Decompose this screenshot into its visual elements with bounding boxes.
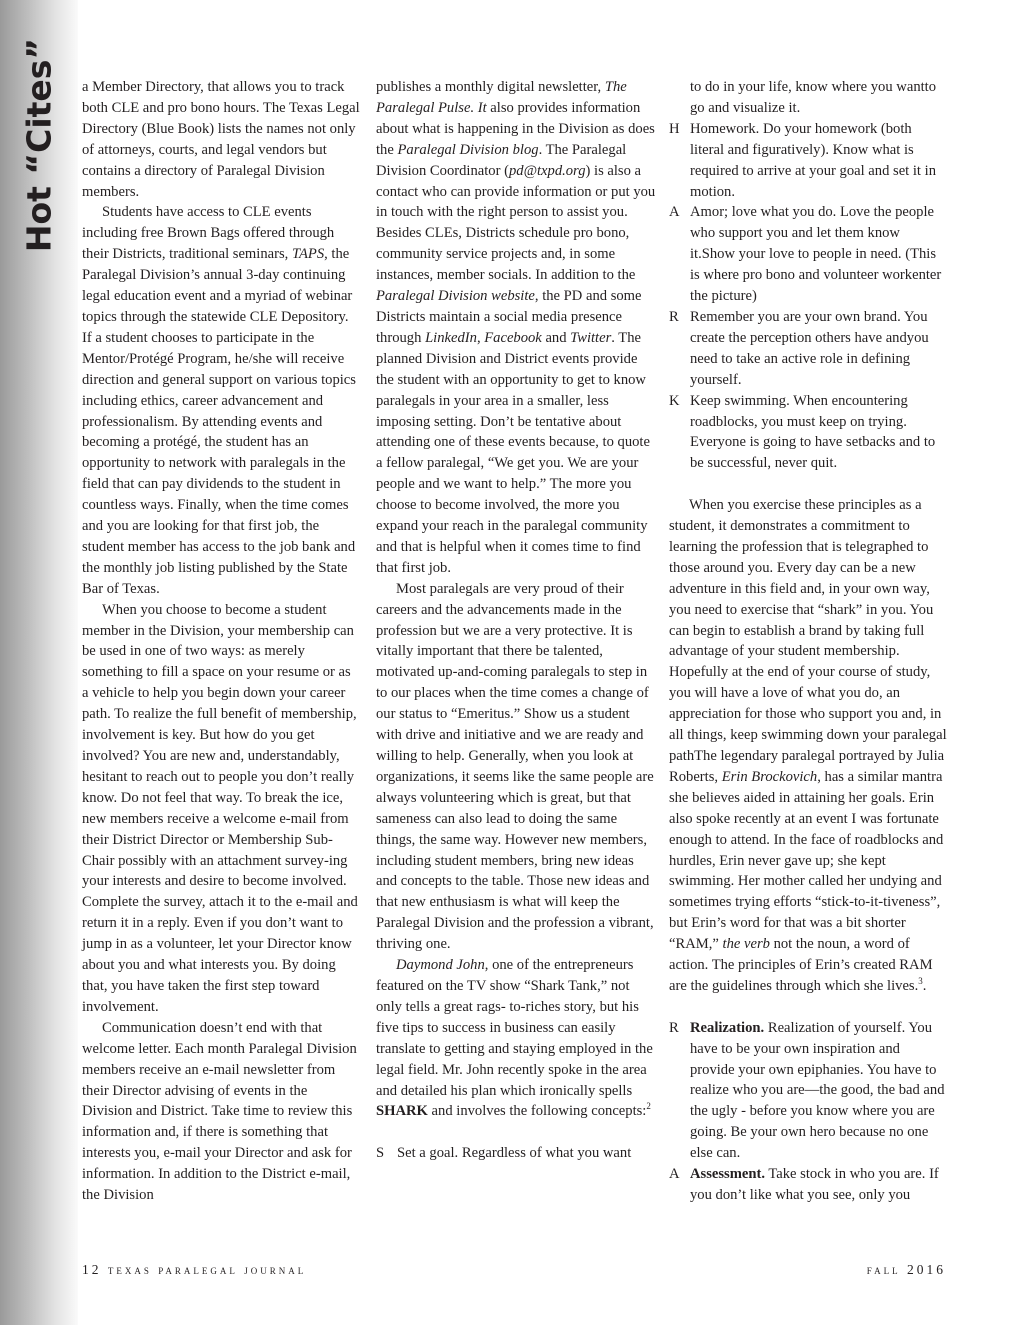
list-item-shark-s: S Set a goal. Regardless of what you want (376, 1145, 632, 1162)
footer-right: fall 2016 (866, 1262, 946, 1277)
list-item-shark-k: K Keep swimming. When encountering roadblocks, you must keep on trying. Everyone is going to have setbacks and to be successful, never quit. (669, 392, 936, 472)
column-3 (669, 77, 947, 1206)
paragraph: Daymond John, one of the entrepreneurs featured on the TV show “Shark Tank,” not only tells a great rags- to-riches story, but his five tips to success in business can easily translate to getting and staying employed in the legal field. Mr. John recently spoke in the area and detailed his plan which ironically spells SHARK and involves the following concepts:$^2$ (376, 957, 653, 1120)
paragraph: Most paralegals are very proud of their careers and the advancements made in the profession but we are a very protective. It is vitally important that there be talented, motivated up-and-coming paralegals to step in to our places when the time comes a change of our status to “Emeritus.” Show us a student with drive and initiative and we are ready and willing to help. Generally, when you look at organizations, it seems like the same people are always volunteering which is great, but that sameness can also lead to doing the same things, the same way. However new members, including student members, bring new ideas and concepts to the table. Those new ideas and that new enthusiasm is what will keep the Paralegal Division and the profession a vibrant, thriving one. (376, 580, 654, 953)
paragraph: When you choose to become a student member in the Division, your membership can be used in one of two ways: as merely something to fill a space on your resume or as a vehicle to help you begin down your career path. To realize the full benefit of membership, involvement is key. But how do you get involved? You are new and, understandably, hesitant to reach out to people you don’t really know. Do not feel that way. To break the ice, new members receive a welcome e-mail from their District Director or Membership Sub-Chair possibly with an attachment survey-ing your interests and desire to become involved. Complete the survey, attach it to the e-mail and return it in a reply. Even if you don’t want to jump in as a volunteer, let your Director know about you and what interests you. By doing that, you have taken the first step toward involvement. (82, 601, 358, 1015)
section-title: Hot “Cites” (19, 37, 59, 253)
list-item-shark-s-cont: to do in your life, know where you wantto go and visualize it. (690, 79, 937, 116)
section-sidebar (0, 0, 78, 1325)
column-1 (82, 77, 360, 1206)
paragraph: Students have access to CLE events including free Brown Bags offered through their Districts, traditional seminars, TAPS, the Paralegal Division’s annual 3-day continuing legal education event and a myriad of webinar topics through the statewide CLE Depository. If a student chooses to participate in the Mentor/Protégé Program, he/she will receive direction and general support on various topics including ethics, career advancement and professionalism. By attending events and becoming a protégé, the student has an opportunity to network with paralegals in the field that can pay dividends to the student in countless ways. Finally, when the time comes and you are looking for that first job, the student member has access to the job bank and the monthly job listing published by the State Bar of Texas. (82, 204, 356, 597)
paragraph: publishes a monthly digital newsletter, The Paralegal Pulse. It also provides information about what is happening in the Division as does the Paralegal Division blog. The Paralegal Division Coordinator (pd@txpd.org) is also a contact who can provide information or put you in touch with the right person to assist you. Besides CLEs, Districts schedule pro bono, community service projects and, in some instances, member socials. In addition to the Paralegal Division website, the PD and some Districts maintain a social media presence through LinkedIn, Facebook and Twitter. The planned Division and District events provide the student with an opportunity to get to know paralegals in your area in a smaller, less imposing setting. Don’t be tentative about attending one of these events because, to quote a fellow paralegal, “We get you. We are your people and we want to help.” The more you choose to become involved, the more you expand your reach in the paralegal community and that is helpful when it comes time to find that first job. (376, 79, 656, 576)
footer-left: 12 texas paralegal journal (82, 1262, 307, 1277)
paragraph: When you exercise these principles as a student, it demonstrates a commitment to learning the profession that is telegraphed to those around you. Every day can be a new adventure in this field and, in your own way, you need to exercise that “shark” in you. You can begin to establish a brand by taking full advantage of your student membership. Hopefully at the end of your course of study, you will have a love of what you do, an appreciation for those who support you and, in all things, keep swimming down your paralegal pathThe legendary paralegal portrayed by Julia Roberts, Erin Brockovich, has a similar mantra she believes aided in attaining her goals. Erin also spoke recently at an event I was fortunate enough to attend. In the face of roadblocks and hurdles, Erin never gave up; she kept swimming. Her mother called her undying and sometimes trying efforts “stick-to-it-tiveness”, but Erin’s word for that was a bit shorter “RAM,” the verb not the noun, a word of action. The principles of Erin’s created RAM are the guidelines through which she lives.$^3$. (669, 497, 947, 994)
list-item-shark-r: R Remember you are your own brand. You create the perception others have andyou need to take an active role in defining yourself. (669, 308, 929, 388)
list-item-ram-a: A Assessment. Take stock in who you are. If you don’t like what you see, only you (669, 1166, 939, 1203)
list-item-ram-r: R Realization. Realization of yourself. You have to be your own inspiration and provide your own epiphanies. You have to realize who you are—the good, the bad and the ugly - before you know where you are going. Be your own hero because no one else can. (669, 1019, 945, 1162)
paragraph: Communication doesn’t end with that welcome letter. Each month Paralegal Division members receive an e-mail newsletter from their Director advising of events in the Division and District. Take time to review this information and, if there is something that interests you, e-mail your Director and ask for information. In addition to the District e-mail, the Division (82, 1019, 357, 1204)
paragraph: a Member Directory, that allows you to track both CLE and pro bono hours. The Texas Legal Directory (Blue Book) lists the names not only of attorneys, courts, and legal vendors but contains a directory of Paralegal Division members. (82, 79, 360, 200)
column-2 (376, 77, 656, 1164)
list-item-shark-a: A Amor; love what you do. Love the people who support you and let them know it.Show your love to people in need. (This is where pro bono and volunteer workenter the picture) (669, 204, 942, 305)
list-item-shark-h: H Homework. Do your homework (both literal and figuratively). Know what is required to arrive at your goal and set it in motion. (669, 120, 936, 200)
